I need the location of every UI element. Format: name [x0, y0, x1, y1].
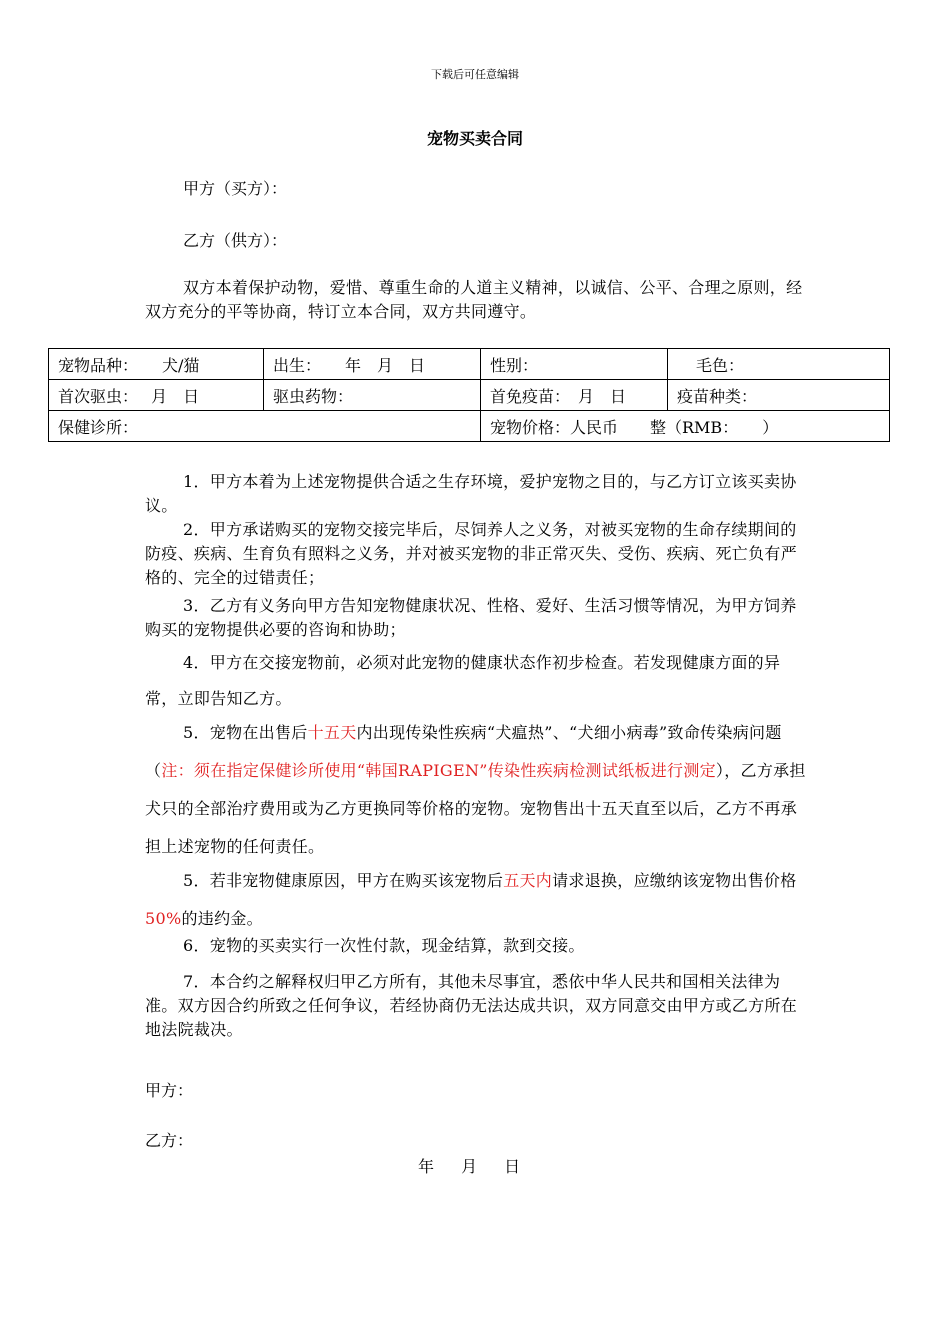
table-row — [49, 380, 890, 411]
price-cell: 宠物价格：人民币 整（RMB： ） — [481, 411, 890, 442]
clause-5-disease-text: 内出现传染性疾病“犬瘟热”、“犬细小病毒”致命传染病问题（ — [145, 723, 782, 780]
signature-party-a: 甲方： — [145, 1081, 194, 1100]
intro-paragraph: 双方本着保护动物，爱惜、尊重生命的人道主义精神，以诚信、公平、合理之原则，经双方充分的平等协商，特订立本合同，双方共同遵守。 — [145, 278, 803, 321]
party-a-buyer: 甲方（买方）： — [183, 179, 288, 198]
signature-date: 年 月 日 — [418, 1157, 521, 1176]
vaccine-type-cell: 疫苗种类： — [668, 380, 890, 411]
gender-cell: 性别： — [481, 349, 668, 380]
download-note: 下载后可任意编辑 — [431, 68, 519, 81]
clause-5-illness — [145, 714, 807, 866]
pet-info-table — [48, 348, 890, 442]
fifteen-days-highlight: 十五天 — [307, 723, 357, 742]
clause-3: 3．乙方有义务向甲方告知宠物健康状况、性格、爱好、生活习惯等情况，为甲方饲养购买的宠物提供必要的咨询和协助； — [145, 596, 797, 639]
deworm-drug-cell: 驱虫药物： — [264, 380, 481, 411]
signature-party-b: 乙方： — [145, 1131, 194, 1150]
clause-7: 7．本合约之解释权归甲乙方所有，其他未尽事宜，悉依中华人民共和国相关法律为准。双方因合约所致之任何争议，若经协商仍无法达成共识，双方同意交由甲方或乙方所在地法院裁决。 — [145, 972, 798, 1039]
table-row — [49, 411, 890, 442]
clause-4: 4．甲方在交接宠物前，必须对此宠物的健康状态作初步检查。若发现健康方面的异常，立即告知乙方。 — [145, 653, 781, 708]
first-vaccine-cell: 首免疫苗： 月 日 — [481, 380, 668, 411]
clause-5b-end: 的违约金。 — [181, 909, 263, 928]
contract-title: 宠物买卖合同 — [426, 129, 523, 148]
party-b-seller: 乙方（供方）： — [183, 231, 288, 250]
clause-6: 6．宠物的买卖实行一次性付款，现金结算，款到交接。 — [183, 936, 585, 955]
birth-date-cell: 出生： 年 月 日 — [264, 349, 481, 380]
testing-note-highlight: 注：须在指定保健诊所使用“韩国RAPIGEN”传染性疾病检测试纸板进行测定 — [161, 761, 716, 780]
penalty-percent-highlight: 50% — [145, 909, 182, 928]
five-days-highlight: 五天内 — [503, 871, 553, 890]
clause-5-liability: ），乙方承担犬只的全部治疗费用或为乙方更换同等价格的宠物。宠物售出十五天直至以后，乙方不再承担上述宠物的任何责任。 — [145, 761, 806, 856]
clause-5-intro: 5．宠物在出售后 — [183, 723, 308, 742]
table-row — [49, 349, 890, 380]
clause-2: 2．甲方承诺购买的宠物交接完毕后，尽饲养人之义务，对被买宠物的生命存续期间的防疫、疾病、生育负有照料之义务，并对被买宠物的非正常灭失、受伤、疾病、死亡负有严格的、完全的过错责任； — [145, 520, 798, 587]
clause-1: 1．甲方本着为上述宠物提供合适之生存环境，爱护宠物之目的，与乙方订立该买卖协议。 — [145, 472, 797, 515]
clause-5b-intro: 5．若非宠物健康原因，甲方在购买该宠物后 — [183, 871, 504, 890]
clause-5b-text: 请求退换，应缴纳该宠物出售价格 — [552, 871, 797, 890]
clause-5-return — [145, 862, 807, 938]
fur-color-cell: 毛色： — [668, 349, 890, 380]
first-deworm-cell: 首次驱虫： 月 日 — [49, 380, 264, 411]
pet-breed-cell: 宠物品种： 犬/猫 — [49, 349, 264, 380]
clinic-cell: 保健诊所： — [49, 411, 481, 442]
